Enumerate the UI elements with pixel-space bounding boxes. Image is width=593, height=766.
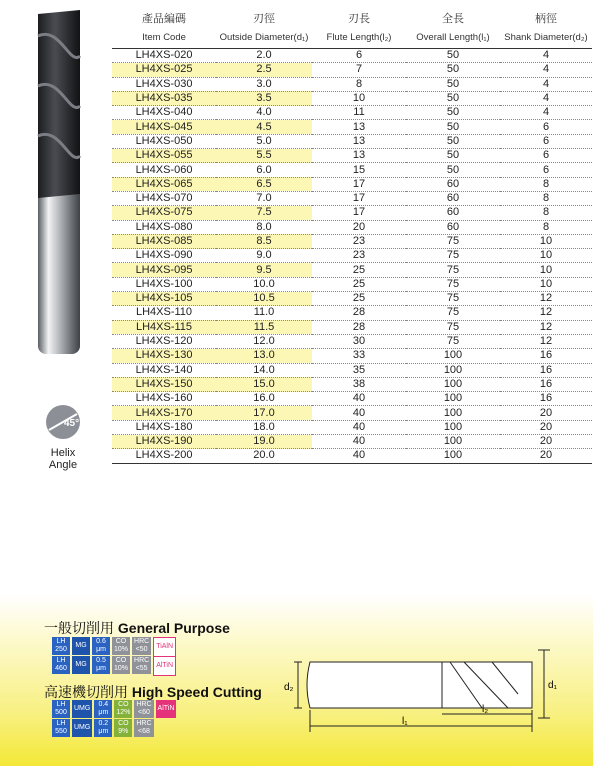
spec-badge: 0.5 μm — [92, 656, 110, 674]
table-cell: 75 — [406, 277, 500, 291]
table-cell: 100 — [406, 363, 500, 377]
table-cell: 15 — [312, 163, 406, 177]
table-cell: 60 — [406, 177, 500, 191]
high-speed-badge-row-1 — [52, 700, 176, 718]
table-cell: 75 — [406, 263, 500, 277]
table-cell: LH4XS-150 — [112, 377, 216, 391]
table-cell: LH4XS-105 — [112, 292, 216, 306]
table-cell: 20 — [500, 435, 592, 449]
table-row — [112, 106, 592, 120]
table-cell: 19.0 — [216, 435, 312, 449]
table-cell: 23 — [312, 234, 406, 248]
column-header-en: Outside Diameter(d₁) — [216, 26, 312, 49]
table-cell: 50 — [406, 149, 500, 163]
table-cell: 6.5 — [216, 177, 312, 191]
table-row — [112, 63, 592, 77]
table-cell: LH4XS-055 — [112, 149, 216, 163]
column-header-en: Overall Length(l₁) — [406, 26, 500, 49]
table-cell: 12 — [500, 292, 592, 306]
table-cell: 50 — [406, 49, 500, 63]
table-cell: LH4XS-115 — [112, 320, 216, 334]
table-cell: 6 — [500, 134, 592, 148]
table-cell: 100 — [406, 449, 500, 463]
table-row — [112, 363, 592, 377]
table-cell: 13 — [312, 120, 406, 134]
spec-badge: HRC <60 — [136, 701, 152, 716]
table-cell: 60 — [406, 220, 500, 234]
table-row — [112, 249, 592, 263]
d1-label: d₁ — [548, 680, 557, 691]
table-row — [112, 263, 592, 277]
table-cell: 7.0 — [216, 191, 312, 205]
table-cell: 4.0 — [216, 106, 312, 120]
table-cell: 5.0 — [216, 134, 312, 148]
table-cell: 12 — [500, 306, 592, 320]
table-cell: 4 — [500, 49, 592, 63]
high-speed-title: 高速機切削用 High Speed Cutting — [44, 684, 262, 700]
table-cell: 15.0 — [216, 377, 312, 391]
l1-label: l₁ — [402, 716, 408, 727]
table-cell: 4 — [500, 77, 592, 91]
table-cell: LH4XS-020 — [112, 49, 216, 63]
table-cell: 25 — [312, 263, 406, 277]
table-cell: 6 — [500, 120, 592, 134]
table-cell: 25 — [312, 277, 406, 291]
table-cell: 12 — [500, 320, 592, 334]
table-row — [112, 435, 592, 449]
table-cell: 6.0 — [216, 163, 312, 177]
table-cell: 10.0 — [216, 277, 312, 291]
table-cell: 7 — [312, 63, 406, 77]
table-row — [112, 234, 592, 248]
table-cell: LH4XS-140 — [112, 363, 216, 377]
table-header-zh — [112, 8, 592, 26]
spec-badge: 0.2 μm — [94, 719, 112, 737]
spec-badge: MG — [72, 637, 90, 655]
table-row — [112, 134, 592, 148]
table-cell: 10 — [500, 263, 592, 277]
spec-badge: LH 550 — [52, 719, 70, 737]
table-cell: 16 — [500, 377, 592, 391]
spec-badge: LH 500 — [52, 700, 70, 718]
table-cell: 100 — [406, 406, 500, 420]
general-purpose-title: 一般切削用 General Purpose — [44, 620, 230, 636]
table-row — [112, 320, 592, 334]
table-row — [112, 91, 592, 105]
table-cell: 75 — [406, 249, 500, 263]
table-cell: 11 — [312, 106, 406, 120]
table-row — [112, 220, 592, 234]
table-cell: 10 — [312, 91, 406, 105]
general-badge-row-1 — [52, 637, 176, 655]
l2-label: l₂ — [482, 704, 489, 715]
table-cell: 50 — [406, 120, 500, 134]
table-cell: 20 — [312, 220, 406, 234]
spec-badge: CO 10% — [114, 657, 129, 672]
table-cell: LH4XS-040 — [112, 106, 216, 120]
spec-table — [112, 8, 592, 464]
table-row — [112, 377, 592, 391]
table-row — [112, 349, 592, 363]
table-cell: 75 — [406, 234, 500, 248]
spec-badge: CO 10% — [114, 638, 129, 653]
table-cell: 8 — [500, 177, 592, 191]
spec-badge: CO 12% — [116, 701, 131, 716]
table-row — [112, 392, 592, 406]
table-cell: 28 — [312, 320, 406, 334]
table-row — [112, 49, 592, 63]
table-cell: 75 — [406, 320, 500, 334]
table-cell: LH4XS-070 — [112, 191, 216, 205]
table-cell: 75 — [406, 306, 500, 320]
table-cell: 20 — [500, 420, 592, 434]
table-cell: LH4XS-100 — [112, 277, 216, 291]
high-speed-badge-row-2 — [52, 719, 154, 737]
table-cell: LH4XS-030 — [112, 77, 216, 91]
table-cell: 10 — [500, 249, 592, 263]
table-cell: 13 — [312, 149, 406, 163]
d2-label: d₂ — [284, 682, 294, 693]
spec-badge: HRC <50 — [134, 638, 150, 653]
column-header-en: Item Code — [112, 26, 216, 49]
table-cell: LH4XS-090 — [112, 249, 216, 263]
table-cell: 6 — [500, 149, 592, 163]
table-cell: 35 — [312, 363, 406, 377]
table-cell: 4 — [500, 106, 592, 120]
table-cell: 25 — [312, 292, 406, 306]
column-header-zh: 產品編碼 — [142, 13, 186, 25]
table-cell: LH4XS-050 — [112, 134, 216, 148]
table-cell: 2.0 — [216, 49, 312, 63]
table-header-en — [112, 26, 592, 49]
table-row — [112, 292, 592, 306]
table-cell: 9.5 — [216, 263, 312, 277]
table-cell: 50 — [406, 134, 500, 148]
table-cell: 12.0 — [216, 334, 312, 348]
table-cell: 30 — [312, 334, 406, 348]
table-row — [112, 449, 592, 463]
table-cell: 6 — [500, 163, 592, 177]
table-cell: 33 — [312, 349, 406, 363]
table-cell: LH4XS-085 — [112, 234, 216, 248]
table-cell: 12 — [500, 334, 592, 348]
table-cell: 5.5 — [216, 149, 312, 163]
table-cell: LH4XS-120 — [112, 334, 216, 348]
table-cell: 11.0 — [216, 306, 312, 320]
table-cell: 4.5 — [216, 120, 312, 134]
column-header-en: Flute Length(l₂) — [312, 26, 406, 49]
helix-angle-value: 45° — [64, 418, 80, 429]
table-cell: 100 — [406, 349, 500, 363]
dimension-drawing — [282, 640, 564, 750]
table-cell: 100 — [406, 377, 500, 391]
table-row — [112, 334, 592, 348]
spec-badge: AlTiN — [156, 700, 177, 718]
spec-badge: HRC <68 — [136, 720, 152, 735]
helix-angle-indicator — [38, 404, 88, 470]
table-cell: 11.5 — [216, 320, 312, 334]
table-cell: 16 — [500, 392, 592, 406]
table-cell: 20.0 — [216, 449, 312, 463]
table-cell: 16 — [500, 349, 592, 363]
table-cell: LH4XS-035 — [112, 91, 216, 105]
table-cell: 38 — [312, 377, 406, 391]
table-cell: 50 — [406, 63, 500, 77]
table-cell: 4 — [500, 91, 592, 105]
table-cell: 40 — [312, 449, 406, 463]
spec-badge: LH 250 — [52, 637, 70, 655]
table-cell: 10.5 — [216, 292, 312, 306]
table-cell: 8 — [500, 206, 592, 220]
table-cell: 40 — [312, 392, 406, 406]
general-badge-row-2 — [52, 656, 176, 674]
table-cell: LH4XS-045 — [112, 120, 216, 134]
table-cell: 13.0 — [216, 349, 312, 363]
table-cell: 23 — [312, 249, 406, 263]
table-cell: 100 — [406, 420, 500, 434]
table-cell: 2.5 — [216, 63, 312, 77]
table-cell: 7.5 — [216, 206, 312, 220]
table-cell: LH4XS-065 — [112, 177, 216, 191]
column-header-en: Shank Diameter(d₂) — [500, 26, 592, 49]
table-row — [112, 120, 592, 134]
table-cell: LH4XS-130 — [112, 349, 216, 363]
table-cell: 9.0 — [216, 249, 312, 263]
table-cell: 18.0 — [216, 420, 312, 434]
table-cell: 60 — [406, 191, 500, 205]
table-cell: LH4XS-200 — [112, 449, 216, 463]
table-cell: 20 — [500, 449, 592, 463]
spec-badge: AlTiN — [153, 656, 176, 676]
table-cell: 17 — [312, 191, 406, 205]
table-cell: 17 — [312, 177, 406, 191]
column-header-zh: 刃徑 — [253, 13, 275, 25]
spec-badge: LH 460 — [52, 656, 70, 674]
table-cell: 3.5 — [216, 91, 312, 105]
table-cell: 40 — [312, 435, 406, 449]
column-header-zh: 柄徑 — [535, 13, 557, 25]
table-row — [112, 77, 592, 91]
spec-badge: HRC <55 — [134, 657, 150, 672]
table-row — [112, 206, 592, 220]
spec-badge: 0.6 μm — [92, 637, 110, 655]
spec-badge: UMG — [72, 700, 92, 718]
table-cell: 50 — [406, 106, 500, 120]
table-cell: 4 — [500, 63, 592, 77]
spec-badge: TiAlN — [153, 637, 176, 657]
table-cell: 8 — [500, 191, 592, 205]
table-row — [112, 191, 592, 205]
table-cell: LH4XS-075 — [112, 206, 216, 220]
table-cell: 28 — [312, 306, 406, 320]
table-row — [112, 406, 592, 420]
table-cell: LH4XS-180 — [112, 420, 216, 434]
table-row — [112, 177, 592, 191]
table-cell: LH4XS-095 — [112, 263, 216, 277]
spec-badge: CO 9% — [114, 719, 132, 737]
table-cell: 17 — [312, 206, 406, 220]
table-cell: 6 — [312, 49, 406, 63]
table-cell: 8 — [312, 77, 406, 91]
table-row — [112, 420, 592, 434]
table-cell: 10 — [500, 277, 592, 291]
table-cell: 40 — [312, 406, 406, 420]
table-cell: 13 — [312, 134, 406, 148]
table-cell: 16.0 — [216, 392, 312, 406]
table-row — [112, 163, 592, 177]
end-mill-photo — [30, 6, 88, 358]
table-cell: LH4XS-060 — [112, 163, 216, 177]
column-header-zh: 刃長 — [348, 13, 370, 25]
table-cell: 100 — [406, 435, 500, 449]
spec-badge: UMG — [72, 719, 92, 737]
column-header-zh: 全長 — [442, 13, 464, 25]
table-cell: 8 — [500, 220, 592, 234]
table-cell: 60 — [406, 206, 500, 220]
table-cell: LH4XS-190 — [112, 435, 216, 449]
spec-table-body — [112, 49, 592, 464]
helix-label: Helix Angle — [48, 447, 78, 471]
table-cell: LH4XS-160 — [112, 392, 216, 406]
table-cell: 8.5 — [216, 234, 312, 248]
table-cell: 75 — [406, 334, 500, 348]
table-row — [112, 306, 592, 320]
spec-badge: MG — [72, 656, 90, 674]
table-cell: 10 — [500, 234, 592, 248]
table-cell: LH4XS-080 — [112, 220, 216, 234]
table-row — [112, 149, 592, 163]
helix-angle-icon — [43, 404, 83, 440]
table-cell: 14.0 — [216, 363, 312, 377]
table-cell: 50 — [406, 91, 500, 105]
table-cell: 100 — [406, 392, 500, 406]
table-cell: LH4XS-110 — [112, 306, 216, 320]
table-cell: LH4XS-025 — [112, 63, 216, 77]
table-cell: 50 — [406, 163, 500, 177]
table-row — [112, 277, 592, 291]
table-cell: 40 — [312, 420, 406, 434]
table-cell: 3.0 — [216, 77, 312, 91]
table-cell: 17.0 — [216, 406, 312, 420]
table-cell: 75 — [406, 292, 500, 306]
table-cell: 20 — [500, 406, 592, 420]
table-cell: LH4XS-170 — [112, 406, 216, 420]
table-cell: 16 — [500, 363, 592, 377]
spec-badge: 0.4 μm — [94, 700, 112, 718]
table-cell: 8.0 — [216, 220, 312, 234]
table-cell: 50 — [406, 77, 500, 91]
